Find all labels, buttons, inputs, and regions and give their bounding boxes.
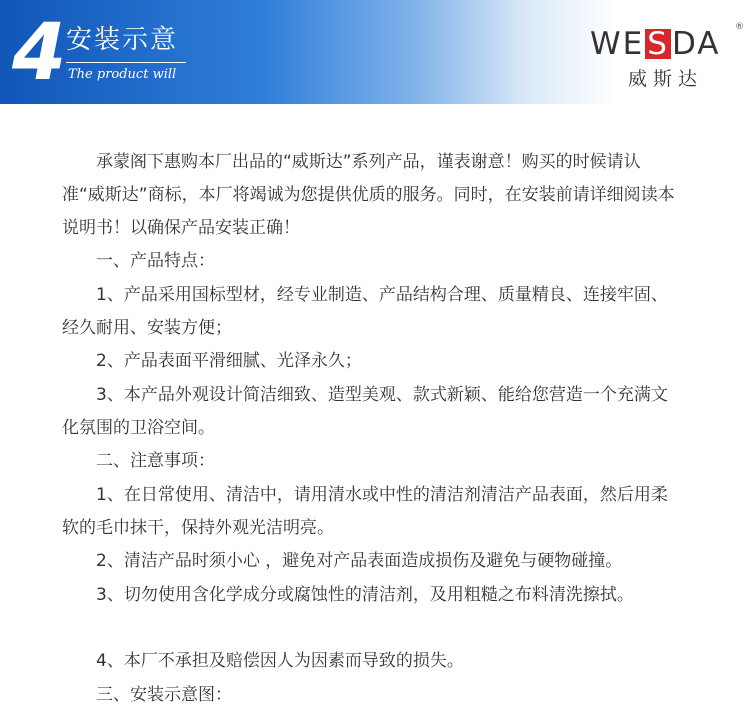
- feature-item: 3、本产品外观设计简洁细致、造型美观、款式新颖、能给您营造一个充满文化氛围的卫浴空间。: [62, 385, 668, 438]
- intro-paragraph: 承蒙阁下惠购本厂出品的“威斯达”系列产品，谨表谢意！购买的时候请认准“威斯达”商标，本厂将竭诚为您提供优质的服务。同时，在安装前请详细阅读本说明书！以确保产品安装正确！: [62, 152, 675, 238]
- section-title: 安装示意: [66, 25, 179, 55]
- brand-chinese-name: 威斯达: [628, 68, 704, 90]
- header-banner: [0, 0, 750, 104]
- section-heading-features: 一、产品特点：: [96, 251, 215, 271]
- precaution-item: 3、切勿使用含化学成分或腐蚀性的清洁剂，及用粗糙之布料清洗擦拭。: [96, 585, 634, 605]
- brand-logo: [590, 22, 744, 92]
- feature-item: 1、产品采用国标型材，经专业制造、产品结构合理、质量精良、连接牢固、经久耐用、安装方便；: [62, 285, 668, 338]
- feature-item: 2、产品表面平滑细腻、光泽永久；: [96, 351, 362, 371]
- section-number: 4: [12, 8, 65, 98]
- precaution-item: 2、清洁产品时须小心 ，避免对产品表面造成损伤及避免与硬物碰撞。: [96, 551, 623, 571]
- title-divider: [66, 62, 186, 63]
- brand-wordmark-prefix: WE: [590, 26, 645, 62]
- section-subtitle: The product will: [68, 67, 177, 82]
- brand-wordmark: [590, 28, 720, 60]
- brand-wordmark-highlight: S: [647, 26, 669, 62]
- section-heading-diagram: 三、安装示意图：: [96, 685, 232, 705]
- section-heading-precautions: 二、注意事项：: [96, 451, 215, 471]
- brand-wordmark-suffix: DA: [671, 26, 721, 62]
- precaution-item: 4、本厂不承担及赔偿因人为因素而导致的损失。: [96, 651, 464, 671]
- precaution-item: 1、在日常使用、清洁中，请用清水或中性的清洁剂清洁产品表面，然后用柔软的毛巾抹干，保持外观光洁明亮。: [62, 485, 668, 538]
- registered-mark: ®: [735, 22, 744, 32]
